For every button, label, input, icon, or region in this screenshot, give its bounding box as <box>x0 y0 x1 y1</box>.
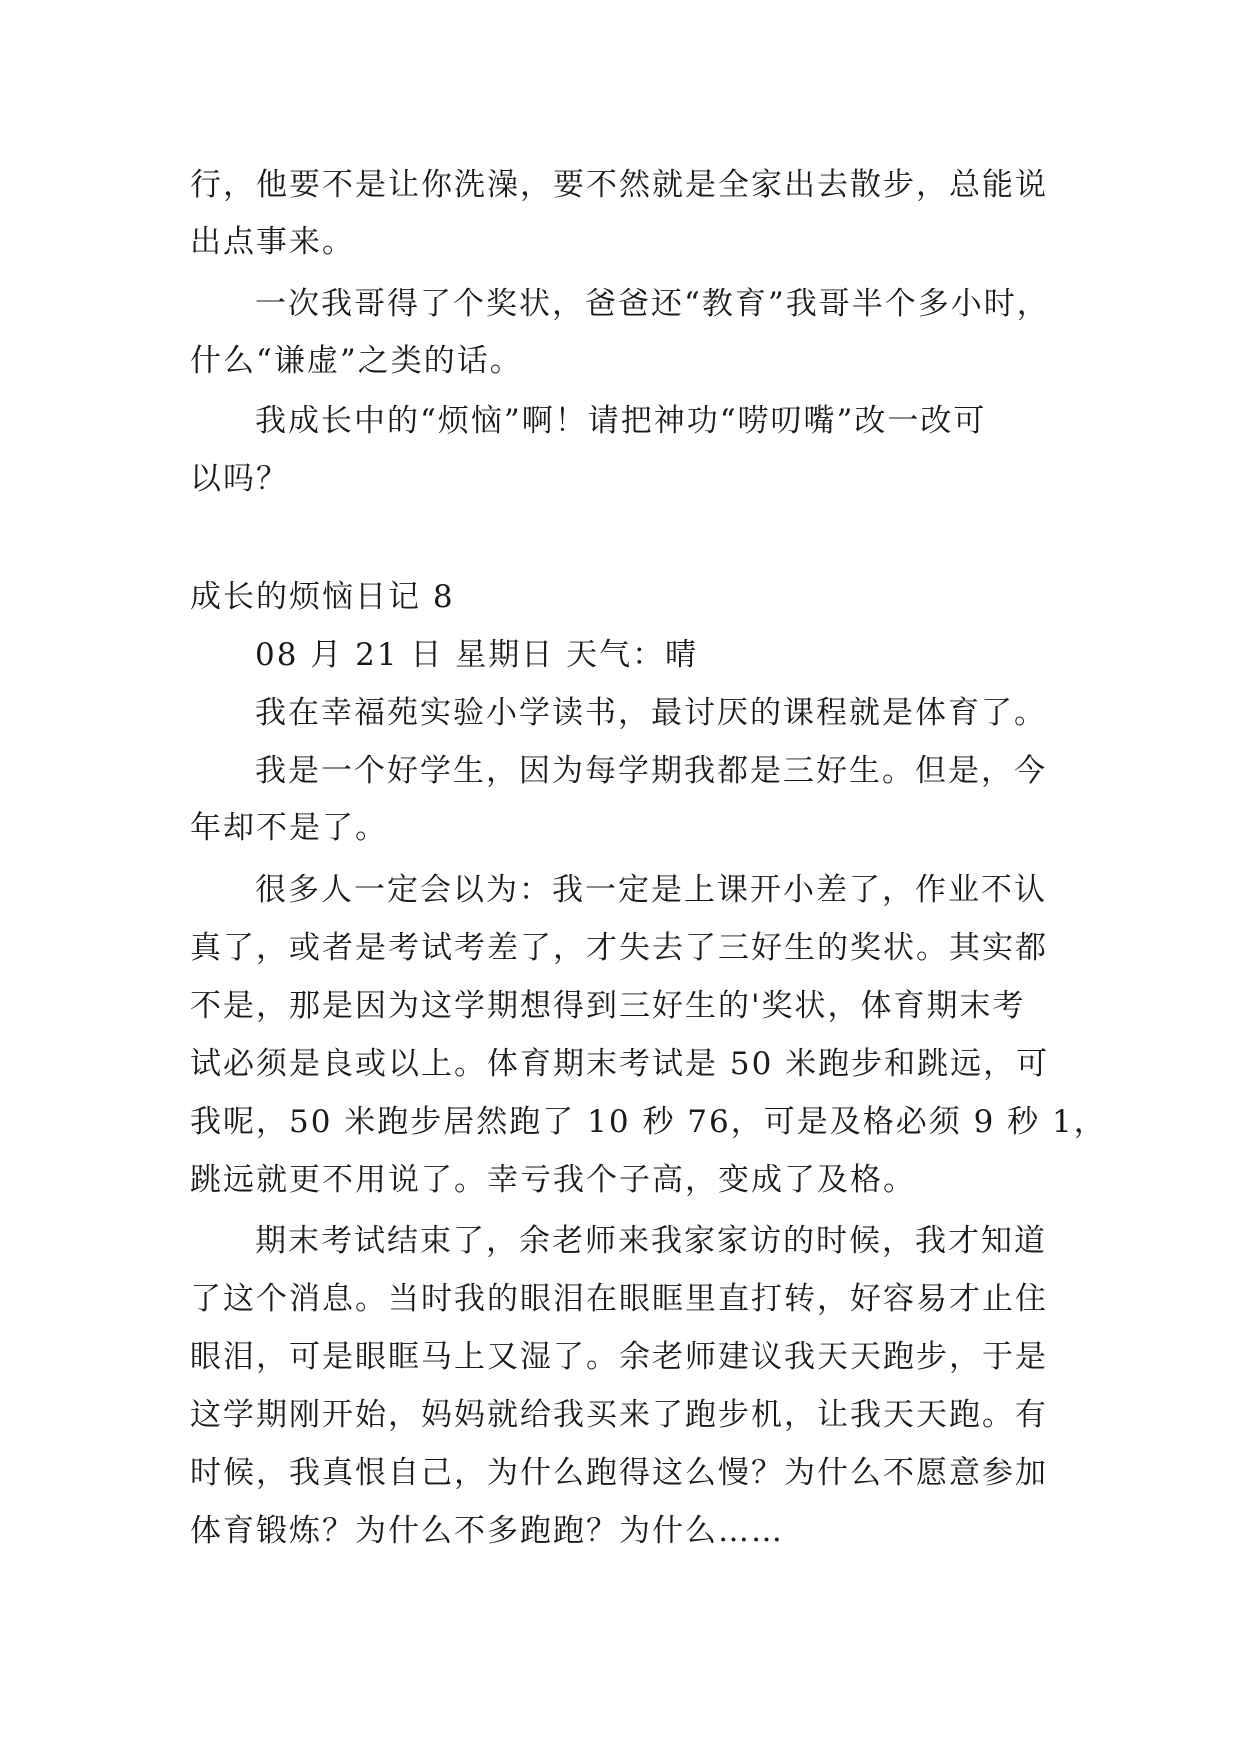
text-line: 出点事来。 <box>190 224 355 260</box>
text-line: 什么“谦虚”之类的话。 <box>190 343 523 379</box>
text-line: 年却不是了。 <box>190 810 388 846</box>
diary-date-line: 08 月 21 日 星期日 天气：晴 <box>255 637 699 673</box>
paragraph-start-line: 期末考试结束了，余老师来我家家访的时候，我才知道 <box>255 1223 1047 1259</box>
text-line: 不是，那是因为这学期想得到三好生的'奖状，体育期末考 <box>190 988 1026 1024</box>
text-line: 跳远就更不用说了。幸亏我个子高，变成了及格。 <box>190 1162 916 1198</box>
text-line: 体育锻炼？为什么不多跑跑？为什么…… <box>190 1513 784 1549</box>
text-line: 这学期刚开始，妈妈就给我买来了跑步机，让我天天跑。有 <box>190 1397 1048 1433</box>
text-line: 以吗？ <box>190 461 289 497</box>
text-line: 我呢，50 米跑步居然跑了 10 秒 76，可是及格必须 9 秒 1， <box>190 1104 1107 1140</box>
text-line: 眼泪，可是眼眶马上又湿了。余老师建议我天天跑步，于是 <box>190 1339 1048 1375</box>
paragraph-start-line: 我是一个好学生，因为每学期我都是三好生。但是，今 <box>255 753 1047 789</box>
text-line: 了这个消息。当时我的眼泪在眼眶里直打转，好容易才止住 <box>190 1281 1048 1317</box>
paragraph-start-line: 一次我哥得了个奖状，爸爸还“教育”我哥半个多小时， <box>255 286 1050 322</box>
paragraph-start-line: 很多人一定会以为：我一定是上课开小差了，作业不认 <box>255 872 1047 908</box>
text-line: 行，他要不是让你洗澡，要不然就是全家出去散步，总能说 <box>190 167 1048 203</box>
text-line: 时候，我真恨自己，为什么跑得这么慢？为什么不愿意参加 <box>190 1455 1048 1491</box>
paragraph-start-line: 我成长中的“烦恼”啊！请把神功“唠叨嘴”改一改可 <box>255 403 987 439</box>
paragraph-start-line: 我在幸福苑实验小学读书，最讨厌的课程就是体育了。 <box>255 695 1047 731</box>
section-title: 成长的烦恼日记 8 <box>190 579 455 615</box>
text-line: 真了，或者是考试考差了，才失去了三好生的奖状。其实都 <box>190 930 1048 966</box>
text-line: 试必须是良或以上。体育期末考试是 50 米跑步和跳远，可 <box>190 1046 1050 1082</box>
